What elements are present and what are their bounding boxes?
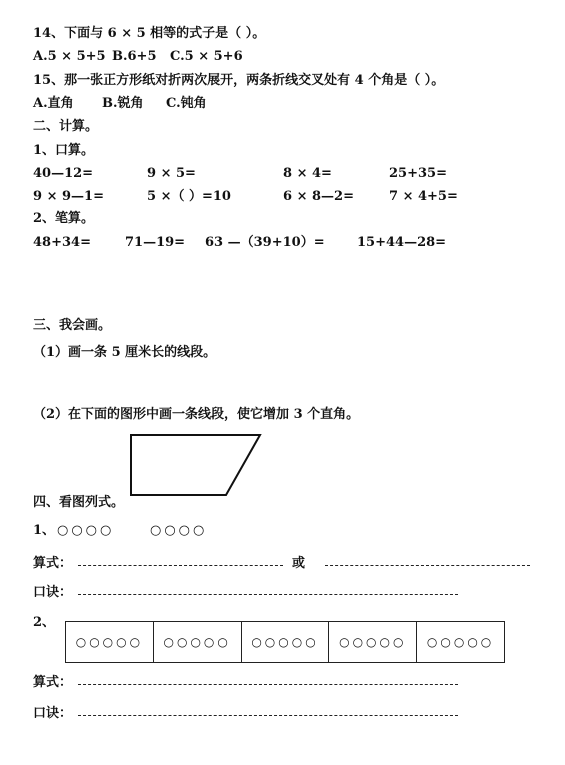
circle-cell: ○○○○○ bbox=[242, 622, 330, 662]
circle-cell: ○○○○○ bbox=[426, 635, 495, 649]
q15-option-c: C.钝角 bbox=[166, 96, 207, 111]
problem2-number: 2、 bbox=[33, 615, 56, 630]
q14-option-a: A.5 × 5+5 bbox=[33, 49, 106, 64]
written-item: 15+44—28= bbox=[357, 235, 447, 250]
circle-cell: ○○○○○ bbox=[66, 622, 154, 662]
circle-cell: ○○○○○ bbox=[329, 622, 417, 662]
circle-grid bbox=[65, 621, 505, 663]
section4-title: 四、看图列式。 bbox=[33, 495, 125, 510]
circle-group-a: ○○○○ bbox=[57, 523, 115, 538]
q15-option-a: A.直角 bbox=[33, 96, 74, 111]
q14-text: 14、下面与 6 × 5 相等的式子是（ ）。 bbox=[33, 26, 266, 41]
q15-option-b: B.锐角 bbox=[102, 96, 144, 111]
rhyme-label-2: 口诀： bbox=[33, 706, 73, 721]
oral-calc-title: 1、口算。 bbox=[33, 143, 95, 158]
section3-title: 三、我会画。 bbox=[33, 318, 112, 333]
written-calc-title: 2、笔算。 bbox=[33, 211, 95, 226]
circle-group-b: ○○○○ bbox=[150, 523, 208, 538]
formula-answer-line-2[interactable] bbox=[78, 684, 458, 685]
section2-title: 二、计算。 bbox=[33, 119, 99, 134]
oral-item: 40—12= bbox=[33, 166, 94, 181]
draw-question-1: （1）画一条 5 厘米长的线段。 bbox=[33, 345, 217, 360]
oral-item: 5 ×（ ）=10 bbox=[147, 189, 231, 204]
formula-label: 算式： bbox=[33, 556, 73, 571]
oral-item: 7 × 4+5= bbox=[389, 189, 458, 204]
written-item: 71—19= bbox=[125, 235, 186, 250]
formula-answer-line[interactable] bbox=[78, 565, 283, 566]
draw-question-2: （2）在下面的图形中画一条线段，使它增加 3 个直角。 bbox=[33, 407, 360, 422]
rhyme-answer-line[interactable] bbox=[78, 594, 458, 595]
q15-text: 15、那一张正方形纸对折两次展开，两条折线交叉处有 4 个角是（ ）。 bbox=[33, 73, 445, 88]
oral-item: 8 × 4= bbox=[283, 166, 332, 181]
oral-item: 6 × 8—2= bbox=[283, 189, 354, 204]
formula-label-2: 算式： bbox=[33, 675, 73, 690]
circle-cell: ○○○○○ bbox=[154, 622, 242, 662]
oral-item: 9 × 5= bbox=[147, 166, 196, 181]
formula-answer-line-alt[interactable] bbox=[325, 565, 530, 566]
rhyme-label: 口诀： bbox=[33, 585, 73, 600]
trapezoid-shape bbox=[125, 430, 265, 502]
q14-option-b: B.6+5 bbox=[112, 49, 157, 64]
q14-option-c: C.5 × 5+6 bbox=[170, 49, 243, 64]
oral-item: 25+35= bbox=[389, 166, 447, 181]
written-item: 48+34= bbox=[33, 235, 91, 250]
oral-item: 9 × 9—1= bbox=[33, 189, 104, 204]
rhyme-answer-line-2[interactable] bbox=[78, 715, 458, 716]
written-item: 63 —（39+10）= bbox=[205, 235, 325, 250]
problem1-number: 1、 bbox=[33, 523, 56, 538]
or-label: 或 bbox=[292, 556, 306, 571]
